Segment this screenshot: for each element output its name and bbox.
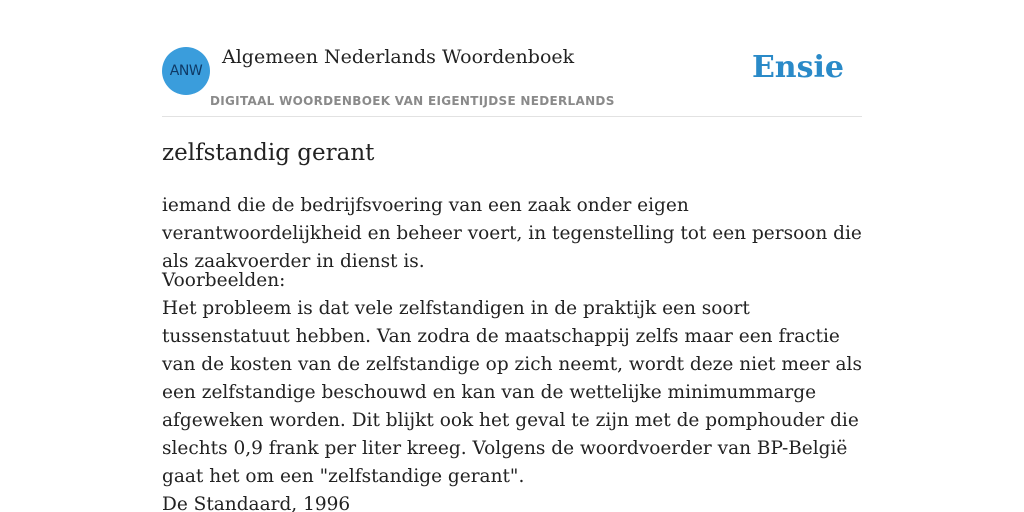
examples-label: Voorbeelden: <box>162 270 286 291</box>
examples-section <box>162 267 872 512</box>
entry-headword: zelfstandig gerant <box>162 140 375 166</box>
example-source: De Standaard, 1996 <box>162 494 351 512</box>
site-header <box>162 46 862 117</box>
entry-definition: iemand die de bedrijfsvoering van een zaak onder eigen verantwoordelijkheid en beheer voert, in tegenstelling tot een persoon die als zaakvoerder in dienst is. <box>162 195 862 272</box>
site-title[interactable]: Algemeen Nederlands Woordenboek <box>222 46 575 68</box>
ensie-brand-logo[interactable]: Ensie <box>751 50 844 85</box>
site-subtitle: DIGITAAL WOORDENBOEK VAN EIGENTIJDSE NEDERLANDS <box>210 94 615 108</box>
anw-logo[interactable] <box>162 47 210 95</box>
example-text: Het probleem is dat vele zelfstandigen in de praktijk een soort tussenstatuut hebben. Van zodra de maatschappij zelfs maar een fractie van de kosten van de zelfstandige op zich neemt, wordt deze niet meer als een zelfstandige beschouwd en kan van de wettelijke minimummarge afgeweken worden. Dit blijkt ook het geval te zijn met de pomphouder die slechts 0,9 frank per liter kreeg. Volgens de woordvoerder van BP-België gaat het om een "zelfstandige gerant". <box>162 298 862 487</box>
logo-text: ANW <box>169 63 203 79</box>
